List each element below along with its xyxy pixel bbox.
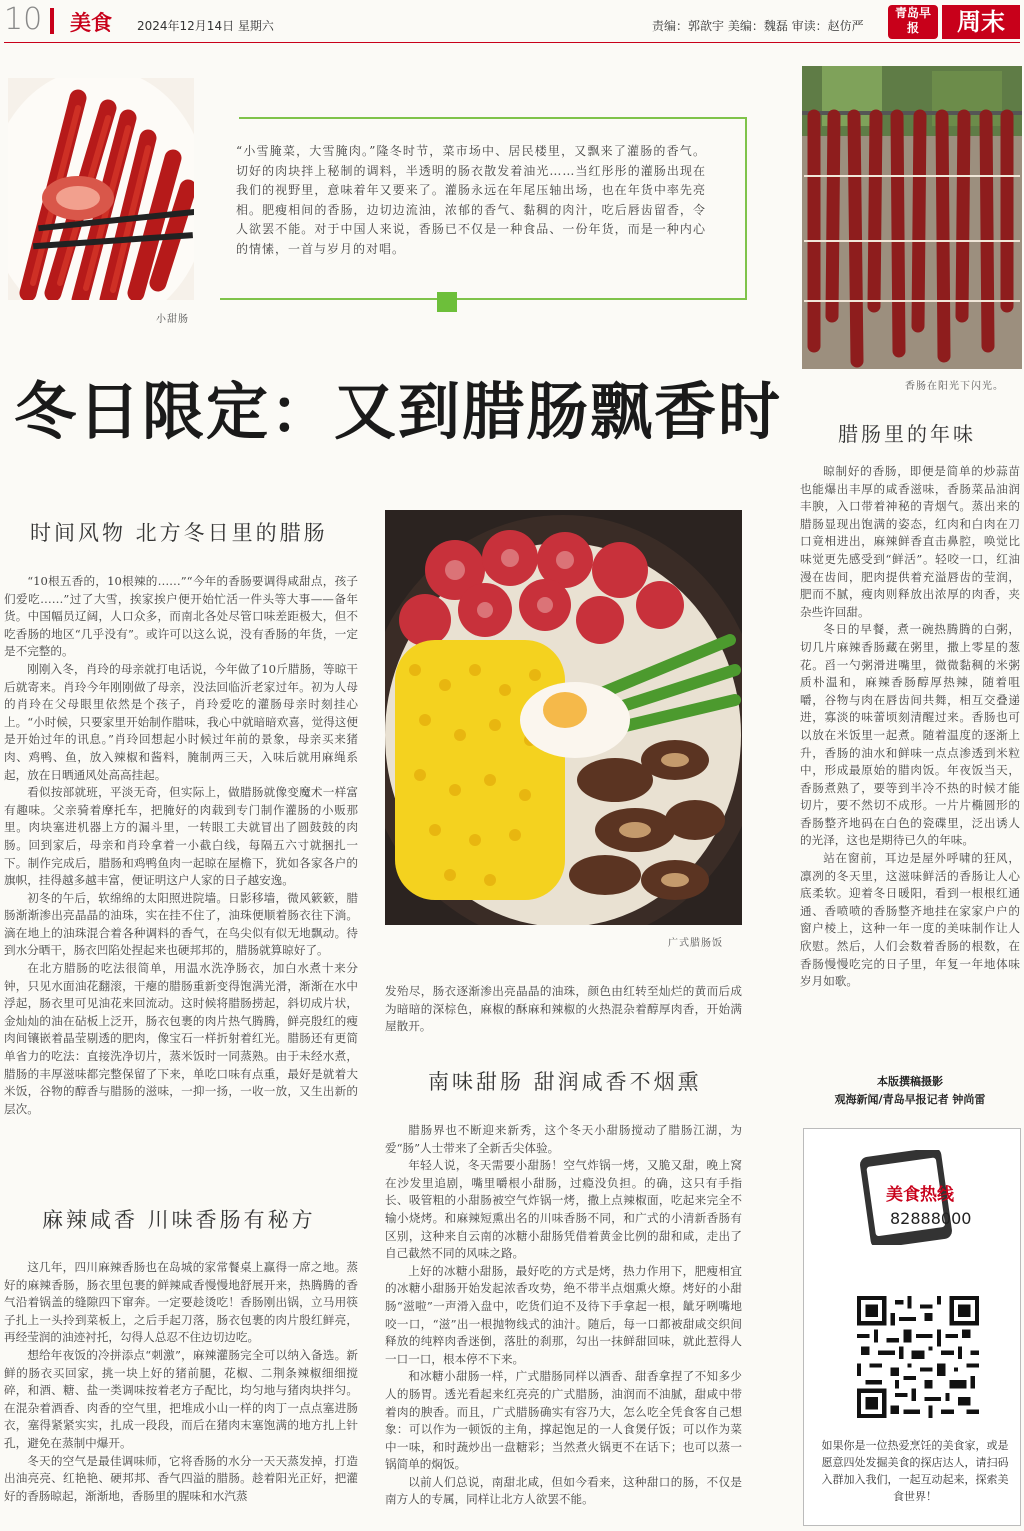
header-divider (50, 8, 54, 34)
section4-body (800, 463, 1020, 991)
weekend-badge: 周末 (942, 5, 1020, 39)
section3-para: 以前人们总说，南甜北咸，但如今看来，这种甜口的肠，不仅是南方人的专属，同样让北方人欲罢不能。 (385, 1474, 742, 1507)
section1-body (4, 573, 358, 1118)
logo-text: 青岛早报 (895, 6, 932, 35)
section2-para: 想给年夜饭的冷拼添点“刺激”，麻辣灌肠完全可以纳入备选。新鲜的肠衣买回家，挑一块上好的猪前腿，花椒、二荆条辣椒细细搅碎，和酒、糖、盐一类调味按着老方子配比，均匀地与猪肉块拌匀。在混杂着酒香、肉香的空气里，把堆成小山一样的肉丁一点点塞进肠衣，塞得紧紧实实，扎成一段段，而后在猪肉末塞饱满的地方扎上针孔，避免在蒸制中爆开。 (4, 1347, 358, 1450)
section4-para: 晾制好的香肠，即便是简单的炒蒜苗也能爆出丰厚的咸香滋味，香肠菜品油润丰腴，入口带着神秘的青烟气。蒸出来的腊肠显现出饱满的姿态，红肉和白肉在刀口竟相进出，麻辣鲜香直击鼻腔，唤觉比味觉更先感受到“鲜活”。轻咬一口，红油漫在齿间，肥肉提供着充溢唇齿的莹润，肥而不腻，瘦肉则释放出浓厚的肉香，夹杂些许回甜。 (800, 464, 1020, 619)
section3-para: 和冰糖小甜肠一样，广式腊肠同样以酒香、甜香拿捏了不知多少人的肠胃。透光看起来红亮亮的广式腊肠，油润而不油腻，甜咸中带着肉的腴香。而且，广式腊肠确实有容乃大，怎么吃全凭食客自己想象：可以作为一顿饭的主角，撑起饱足的一人食煲仔饭；可以作为菜中一味，和时蔬炒出一盘糖彩；当然煮火锅更不在话下；也可以蒸一锅简单的焖饭。 (385, 1369, 742, 1472)
photo-hanging-sausages (802, 66, 1022, 369)
section4-para: 冬日的早餐，煮一碗热腾腾的白粥，切几片麻辣香肠藏在粥里，撒上零星的葱花。舀一勺粥滑进嘴里，微微黏稠的米粥质朴温和，麻辣香肠醇厚热辣，随着咀嚼，谷物与肉在唇齿间共舞，相互交叠递进，寡淡的味蕾顷刻清醒过来。香肠也可以放在米饭里一起煮。随着温度的逐渐上升，香肠的油水和鲜味一点点渗透到米粒中，形成最原始的腊肉饭。年夜饭当天，香肠煮熟了，要等到半冷不热的时候才能切片，要不然切不成形。一片片椭圆形的香肠整齐地码在白色的瓷碟里，泛出诱人的光泽，这也是期待已久的年味。 (800, 622, 1020, 848)
qr-code-graphic (857, 1296, 979, 1418)
section2-para: 冬天的空气是最佳调味师，它将香肠的水分一天天蒸发掉，打造出油亮亮、红艳艳、硬邦邦、香气四溢的腊肠。趁着阳光正好，把灌好的香肠晾起，渐渐地，香肠里的腥味和水汽蒸 (4, 1453, 358, 1503)
caption-photo1: 小甜肠 (156, 314, 189, 325)
caption-photo2: 香肠在阳光下闪光。 (905, 381, 1004, 392)
header-rule (4, 42, 1020, 43)
section1-para: “10根五香的，10根辣的……”“今年的香肠要调得咸甜点，孩子们爱吃……”过了大雪，挨家挨户便开始忙活一件头等大事——备年货。中国幅员辽阔，人口众多，而南北各处尽管口味差距极大，但不吃香肠的地区“几乎没有”。或许可以这么说，没有香肠的年货，一定是不完整的。 (4, 574, 358, 659)
photo-claypot-rice (385, 510, 742, 925)
credit-line1: 本版撰稿摄影 (877, 1075, 943, 1088)
section4-para: 站在窗前，耳边是屋外呼啸的狂风，凛冽的冬天里，这滋味鲜活的香肠让人心底柔软。迎着冬日暖阳，看到一根根红通通、香喷喷的香肠整齐地挂在家家户户的窗户棱上，这种一年一度的美味制作让人欣慰。然后，人们会数着香肠的根数，在香肠慢慢吃完的日子里，年复一年地体味岁月如歌。 (800, 851, 1020, 989)
section3-title: 南味甜肠 甜润咸香不烟熏 (428, 1070, 702, 1094)
section-name: 美食 (70, 11, 112, 35)
hotline-number: 82888000 (890, 1209, 972, 1228)
issue-date: 2024年12月14日 星期六 (137, 19, 274, 33)
editors-line: 责编：郭歆宇 美编：魏磊 审读：赵仿严 (652, 19, 864, 33)
section3-body (385, 1122, 742, 1509)
section1-title: 时间风物 北方冬日里的腊肠 (30, 521, 328, 545)
claypot-illustration (385, 510, 742, 925)
section1-para: 在北方腊肠的吃法很简单，用温水洗净肠衣，加白水煮十来分钟，只见水面油花翻滚，干瘪的腊肠重新变得饱满光滑，渐渐在水中浮起，肠衣里可见油花来回流动。这时候将腊肠捞起，斜切成片状，金灿灿的油在砧板上泛开，肠衣包裹的肉片热气腾腾，鲜亮殷红的瘦肉间镶嵌着晶莹剔透的肥肉，像宝石一样折射着红光。腊肠还有更简单省力的吃法：直接洗净切片，蒸米饭时一同蒸熟。由于未经水煮，腊肠的丰厚滋味都完整保留了下来，单吃口味有点重，最好是就着大米饭，谷物的醇香与腊肠的滋味，一抑一扬，一收一放，又生出新的层次。 (4, 961, 358, 1116)
photo-sweet-sausage (8, 78, 194, 300)
hotline-label: 美食热线 (886, 1185, 954, 1205)
section2-title: 麻辣咸香 川味香肠有秘方 (42, 1208, 316, 1232)
section1-para: 初冬的午后，软绵绵的太阳照进院墙。日影移墙，微风簌簌，腊肠渐渐渗出亮晶晶的油珠，实在挂不住了，油珠便顺着肠衣往下淌。滴在地上的油珠混合着各种调料的香气，在鸟尖似有似无地飘动。待到水分晒干，肠衣凹陷处捏起来也硬邦邦的，腊肠就算晾好了。 (4, 890, 358, 958)
section3-para: 上好的冰糖小甜肠，最好吃的方式是烤，热力作用下，肥瘦相宜的冰糖小甜肠开始发起浓香攻势，绝不带半点烟熏火燎。烤好的小甜肠“滋啦”一声滑入盘中，吃货们迫不及待下手拿起一根，龇牙咧嘴地咬一口，“滋”出一根抛物线式的油汁。随后，每一口都被甜咸交织间释放的纯粹肉香迷倒，落肚的刹那，勾出一抹鲜甜回味，就此惹得人一口一口，根本停不下来。 (385, 1263, 742, 1366)
section3-para: 腊肠界也不断迎来新秀，这个冬天小甜肠搅动了腊肠江湖，为爱“肠”人士带来了全新舌尖体验。 (385, 1123, 742, 1155)
main-headline: 冬日限定：又到腊肠飘香时 (14, 375, 783, 448)
section3-para: 年轻人说，冬天需要小甜肠！空气炸锅一烤，又脆又甜，晚上窝在沙发里追剧，嘴里嚼根小甜肠，过瘾没负担。的确，这只有手指长、吸管粗的小甜肠被空气炸锅一烤，撒上点辣椒面，吃起来完全不输小烧烤。和麻辣短熏出名的川味香肠不同，和广式的小清新香肠有区别，这种来自云南的冰糖小甜肠凭借着黄金比例的甜和咸，走出了自己截然不同的风味之路。 (385, 1158, 742, 1261)
section2-continued-text: 发殆尽，肠衣逐渐渗出亮晶晶的油珠，颜色由红转至灿烂的黄而后成为暗暗的深棕色，麻椒的酥麻和辣椒的火热混杂着醇厚肉香，开始满屋散开。 (385, 984, 742, 1034)
section2-para: 这几年，四川麻辣香肠也在岛城的家常餐桌上赢得一席之地。蒸好的麻辣香肠，肠衣里包裹的鲜辣咸香慢慢地舒展开来，热腾腾的香气沿着锅盖的缝隙四下窜奔。一定要趁烫吃！香肠刚出锅，立马用筷子扎上一头拎到菜板上，之后手起刀落，肠衣包裹的肉片殷红鲜亮，再经莹润的油迹衬托，勾得人总忍不住边切边吃。 (4, 1260, 358, 1345)
hanging-sausages-illustration (802, 66, 1022, 369)
credit-line2: 观海新闻/青岛早报记者 钟尚雷 (834, 1093, 986, 1106)
page-number: 10 (4, 2, 43, 37)
section2-continued (385, 983, 742, 1036)
credit-block (800, 1073, 1020, 1109)
section2-body (4, 1259, 358, 1505)
qr-code[interactable] (857, 1296, 979, 1418)
caption-photo3: 广式腊肠饭 (668, 938, 723, 949)
green-square-decoration (437, 292, 457, 312)
sausage-illustration (8, 78, 194, 300)
newspaper-logo (888, 5, 938, 39)
intro-text: “小雪腌菜，大雪腌肉。”隆冬时节，菜市场中、居民楼里，又飘来了灌肠的香气。切好的肉块拌上秘制的调料，半透明的肠衣散发着油光……当红彤彤的灌肠出现在我们的视野里，意味着年又要来了。灌肠永远在年尾压轴出场，也在年货中率先亮相。肥瘦相间的香肠，边切边流油，浓郁的香气、黏稠的肉汁，吃后唇齿留香，令人欲罢不能。对于中国人来说，香肠已不仅是一种食品、一份年货，而是一种内心的情愫，一首与岁月的对唱。 (236, 144, 706, 256)
section1-para: 刚刚入冬，肖玲的母亲就打电话说，今年做了10斤腊肠，等晾干后就寄来。肖玲今年刚刚做了母亲，没法回临沂老家过年。初为人母的肖玲在父母眼里依然是个孩子，肖玲爱吃的灌肠母亲时刻挂心上。“小时候，只要家里开始制作腊味，我心中就暗暗欢喜，觉得这便是开始过年的讯息。”肖玲回想起小时候过年前的景象，母亲买来猪肉、鸡鸭、鱼，放入辣椒和酱料，腌制两三天，入味后就用麻绳系起，放在日晒通风处高高挂起。 (4, 661, 358, 782)
section1-para: 看似按部就班，平淡无奇，但实际上，做腊肠就像变魔术一样富有趣味。父亲骑着摩托车，把腌好的肉载到专门制作灌肠的小贩那里。肉块塞进机器上方的漏斗里，一转眼工夫就冒出了圆鼓鼓的肉肠。回到家后，母亲和肖玲拿着一小截白线，每隔五六寸就捆扎一下。制作完成后，腊肠和鸡鸭鱼肉一起晾在屋檐下，犹如各家各户的旗帜，挂得越多越丰富，便证明这户人家的日子越安逸。 (4, 785, 358, 888)
section4-title: 腊肠里的年味 (838, 422, 976, 446)
hotline-note: 如果你是一位热爱烹饪的美食家，或是愿意四处发掘美食的探店达人，请扫码入群加入我们，一起互动起来，探索美食世界！ (821, 1439, 1009, 1503)
